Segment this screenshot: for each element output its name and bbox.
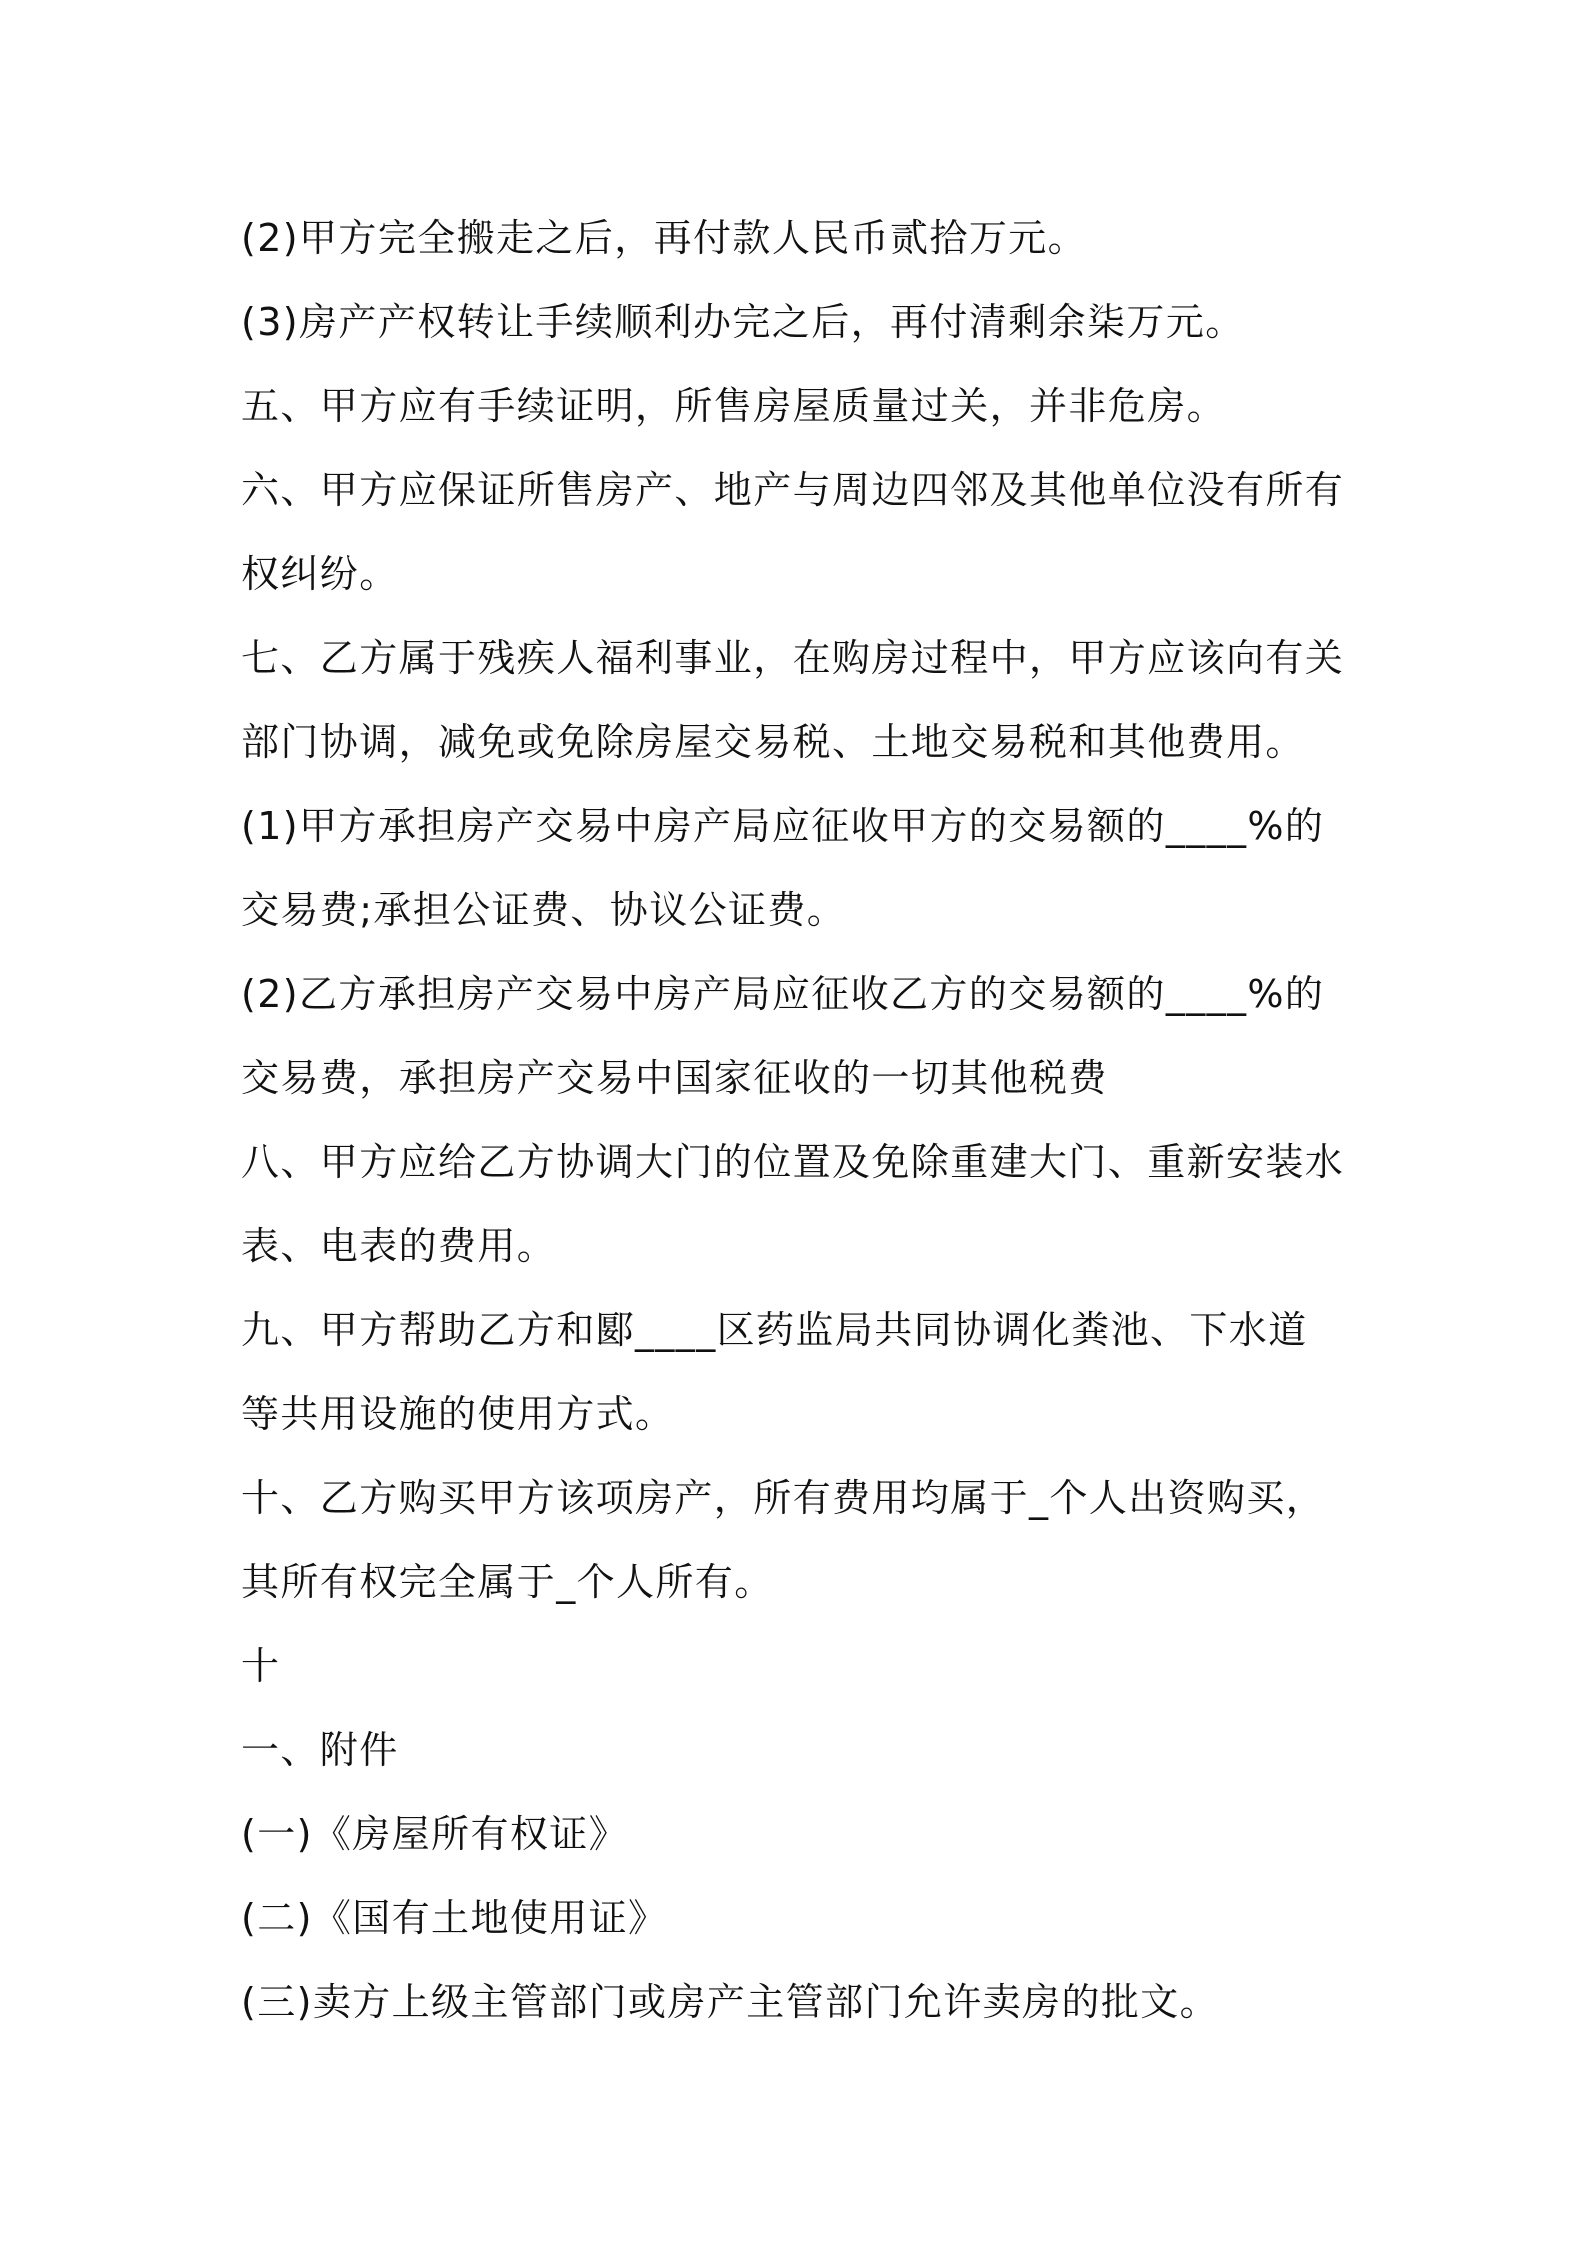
document-body — [241, 196, 1361, 2044]
text-line: 交易费;承担公证费、协议公证费。 — [241, 888, 847, 932]
text-line: (三)卖方上级主管部门或房产主管部门允许卖房的批文。 — [241, 1980, 1220, 2024]
text-line: 六、甲方应保证所售房产、地产与周边四邻及其他单位没有所有 — [241, 468, 1345, 512]
text-line: 权纠纷。 — [241, 552, 399, 596]
text-line: 交易费，承担房产交易中国家征收的一切其他税费 — [241, 1056, 1108, 1100]
text-line: 九、甲方帮助乙方和郾____区药监局共同协调化粪池、下水道 — [241, 1308, 1308, 1352]
text-line: (2)甲方完全搬走之后，再付款人民币贰拾万元。 — [241, 216, 1088, 260]
text-line: 其所有权完全属于_个人所有。 — [241, 1560, 774, 1604]
text-line: (2)乙方承担房产交易中房产局应征收乙方的交易额的____%的 — [241, 972, 1325, 1016]
text-line: 十 — [241, 1644, 281, 1688]
text-line: (3)房产产权转让手续顺利办完之后，再付清剩余柒万元。 — [241, 300, 1245, 344]
text-line: (一)《房屋所有权证》 — [241, 1812, 629, 1856]
text-line: (1)甲方承担房产交易中房产局应征收甲方的交易额的____%的 — [241, 804, 1325, 848]
text-line: 一、附件 — [241, 1728, 399, 1772]
text-line: 七、乙方属于残疾人福利事业，在购房过程中，甲方应该向有关 — [241, 636, 1345, 680]
text-line: 部门协调，减免或免除房屋交易税、土地交易税和其他费用。 — [241, 720, 1305, 764]
text-line: 十、乙方购买甲方该项房产，所有费用均属于_个人出资购买， — [241, 1476, 1326, 1520]
text-line: 五、甲方应有手续证明，所售房屋质量过关，并非危房。 — [241, 384, 1227, 428]
text-line: 等共用设施的使用方式。 — [241, 1392, 675, 1436]
text-line: (二)《国有土地使用证》 — [241, 1896, 668, 1940]
text-line: 八、甲方应给乙方协调大门的位置及免除重建大门、重新安装水 — [241, 1140, 1345, 1184]
text-line: 表、电表的费用。 — [241, 1224, 557, 1268]
